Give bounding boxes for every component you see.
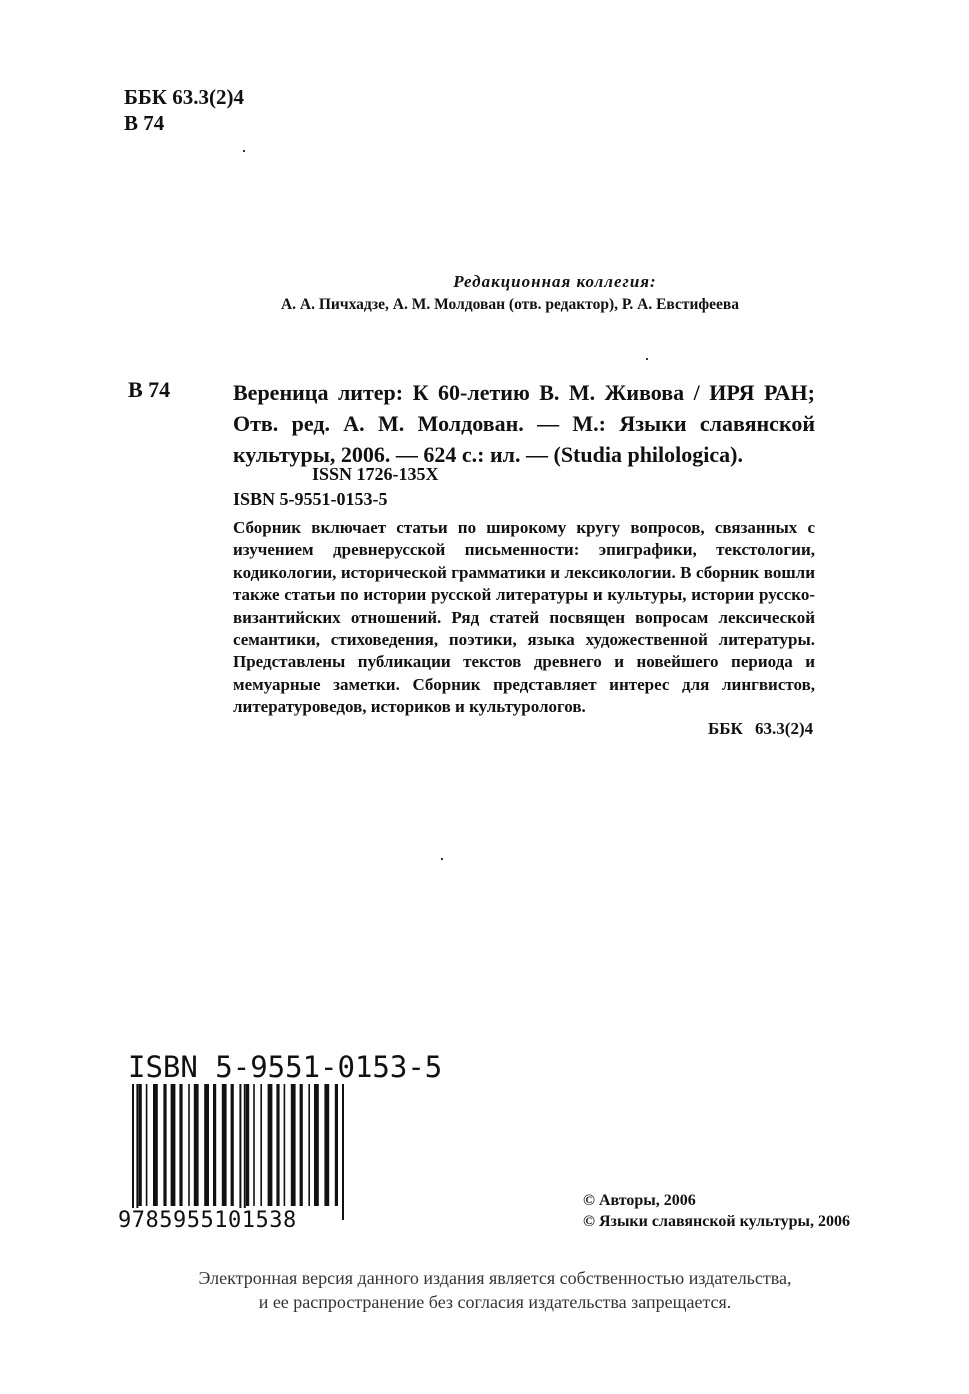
notice-line-2: и ее распространение без согласия издательства запрещается.	[258, 1292, 732, 1312]
barcode-bar	[153, 1084, 158, 1206]
barcode-bar	[268, 1084, 273, 1206]
barcode-bar	[239, 1084, 241, 1220]
author-mark: В 74	[124, 111, 165, 135]
copyright-authors: © Авторы, 2006	[583, 1192, 696, 1209]
electronic-version-notice	[0, 1266, 969, 1314]
bbk-classification-top	[124, 84, 244, 136]
barcode-isbn-label: ISBN 5-9551-0153-5	[128, 1050, 443, 1084]
editorial-board-names: А. А. Пичхадзе, А. М. Молдован (отв. редактор), Р. А. Евстифеева	[280, 296, 740, 313]
isbn-number: ISBN 5-9551-0153-5	[233, 489, 388, 509]
issn-number: ISSN 1726-135X	[312, 464, 439, 484]
barcode-bar	[213, 1084, 216, 1206]
barcode-bar	[342, 1084, 344, 1220]
barcode-bar	[194, 1084, 199, 1206]
barcode-bar	[231, 1084, 234, 1206]
barcode-bar	[260, 1084, 262, 1206]
barcode-bar	[204, 1084, 209, 1206]
notice-line-1: Электронная версия данного издания является собственностью издательства,	[198, 1268, 792, 1288]
barcode-bar	[244, 1084, 246, 1220]
speck	[243, 150, 245, 152]
barcode-bar	[324, 1084, 329, 1206]
bbk-code: ББК 63.3(2)4	[124, 85, 244, 109]
barcode-bar	[300, 1084, 303, 1206]
barcode-bar	[132, 1084, 134, 1220]
barcode-digits: 9785955101538	[118, 1208, 297, 1233]
speck	[646, 358, 648, 360]
barcode-bar	[179, 1084, 182, 1206]
barcode-bar	[136, 1084, 138, 1220]
abstract-text: Сборник включает статьи по широкому кругу вопросов, связанных с изучением древнерусской письменности: эпиграфики, текстологии, кодикологии, исторической грамматики и лексикологии. В сборник вошли также статьи по истории русской литературы и культуры, истории русско-византийских отношений. Ряд статей посвящен вопросам лексической семантики, стиховедения, поэтики, языка художественной литературы. Представлены публикации текстов древнего и новейшего периода и мемуарные заметки. Сборник представляет интерес для лингвистов, литературоведов, историков и культурологов.	[233, 518, 815, 717]
barcode-bar	[222, 1084, 227, 1206]
bbk-classification-bottom: ББК 63.3(2)4	[708, 719, 814, 738]
barcode-bar	[314, 1084, 319, 1206]
barcode-bar	[308, 1084, 310, 1206]
barcode-bar	[139, 1084, 142, 1206]
barcode-bar	[253, 1084, 255, 1206]
barcode-bar	[146, 1084, 148, 1206]
copyright-publisher: © Языки славянской культуры, 2006	[583, 1213, 851, 1230]
barcode-bar	[335, 1084, 338, 1206]
barcode-bar	[284, 1084, 286, 1206]
barcode-bar	[188, 1084, 190, 1206]
barcode-bar	[276, 1084, 279, 1206]
barcode-bar	[171, 1084, 176, 1206]
barcode-bar	[246, 1084, 249, 1206]
isbn-barcode	[130, 1084, 346, 1224]
copyright-block	[583, 1190, 850, 1232]
editorial-board-title: Редакционная коллегия:	[453, 272, 657, 291]
catalog-description: Вереница литер: К 60-летию В. М. Живова / ИРЯ РАН; Отв. ред. А. М. Молдован. — М.: Языки славянской культуры, 2006. — 624 с.: ил. — (Studia philologica).	[233, 380, 815, 467]
book-abstract	[233, 517, 815, 719]
barcode-bar	[291, 1084, 296, 1206]
barcode-bar	[163, 1084, 166, 1206]
catalog-author-mark: В 74	[128, 377, 171, 402]
speck	[441, 858, 443, 860]
